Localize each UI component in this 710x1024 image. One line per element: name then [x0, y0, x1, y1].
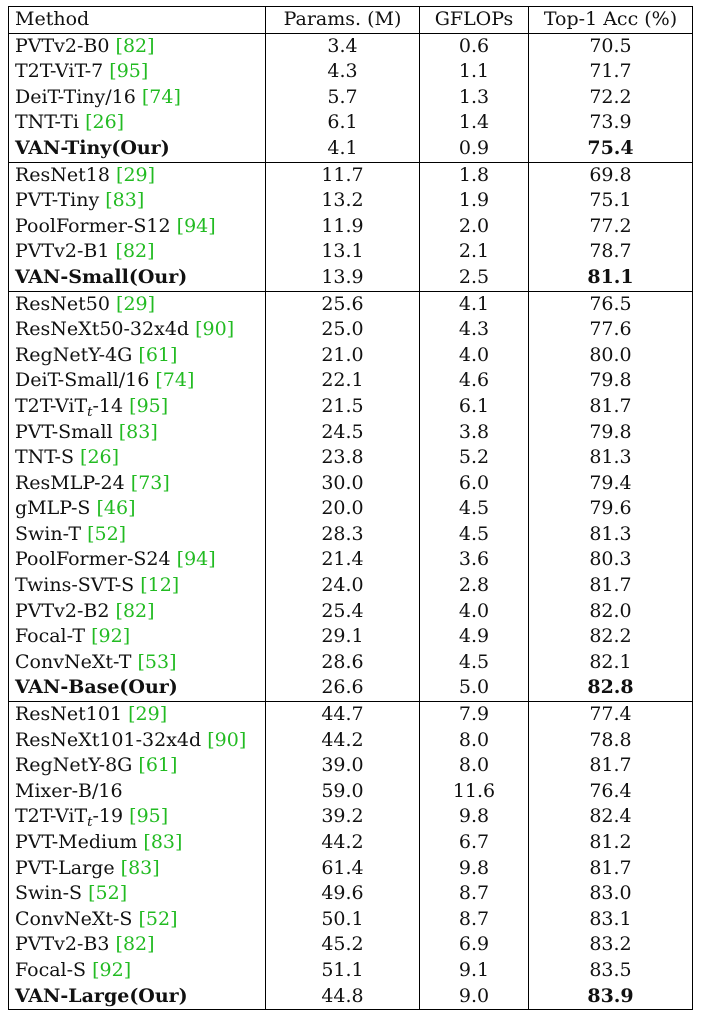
method-cell — [9, 445, 266, 471]
acc-cell: 81.7 — [529, 856, 693, 882]
citation-link[interactable]: [ 83 ] — [105, 189, 144, 211]
header-row — [9, 7, 693, 34]
method-name: PVT-Tiny — [15, 189, 100, 212]
method-name: ResNeXt50-32x4d — [15, 318, 190, 341]
gflops-cell: 4.1 — [420, 291, 529, 317]
method-name: VAN-Small(Our) — [15, 265, 188, 288]
gflops-cell: 1.1 — [420, 59, 529, 85]
citation-link[interactable]: [ 74 ] — [142, 86, 181, 108]
citation-link[interactable]: [ 29 ] — [116, 164, 155, 186]
table-row — [9, 932, 693, 958]
method-name: VAN-Base(Our) — [15, 676, 178, 699]
method-cell — [9, 907, 266, 933]
table-row — [9, 856, 693, 882]
method-cell — [9, 471, 266, 497]
method-cell — [9, 85, 266, 111]
method-name: PVTv2-B1 — [15, 240, 110, 263]
table-row — [9, 547, 693, 573]
params-cell: 13.1 — [266, 239, 420, 265]
citation-link[interactable]: [ 82 ] — [116, 600, 155, 622]
params-cell: 39.2 — [266, 804, 420, 830]
params-cell: 11.9 — [266, 214, 420, 240]
gflops-cell: 4.0 — [420, 599, 529, 625]
gflops-cell: 9.8 — [420, 856, 529, 882]
table-row — [9, 779, 693, 805]
citation-link[interactable]: [ 52 ] — [88, 882, 127, 904]
method-cell — [9, 368, 266, 394]
method-name: TNT-Ti — [15, 111, 80, 134]
params-cell: 59.0 — [266, 779, 420, 805]
gflops-cell: 4.0 — [420, 343, 529, 369]
params-cell: 61.4 — [266, 856, 420, 882]
table-row — [9, 830, 693, 856]
table-row — [9, 881, 693, 907]
method-cell — [9, 394, 266, 420]
params-cell: 4.1 — [266, 136, 420, 162]
method-cell — [9, 162, 266, 188]
acc-cell: 70.5 — [529, 33, 693, 59]
params-cell: 29.1 — [266, 624, 420, 650]
method-name: PoolFormer-S12 — [15, 214, 171, 237]
citation-link[interactable]: [ 74 ] — [155, 369, 194, 391]
acc-cell: 81.7 — [529, 573, 693, 599]
acc-cell: 81.2 — [529, 830, 693, 856]
table-row-ours — [9, 675, 693, 701]
acc-cell: 83.0 — [529, 881, 693, 907]
method-name: PVT-Small — [15, 420, 113, 443]
method-cell — [9, 804, 266, 830]
gflops-cell: 4.5 — [420, 496, 529, 522]
params-cell: 44.7 — [266, 702, 420, 728]
citation-link[interactable]: [ 83 ] — [143, 831, 182, 853]
method-cell — [9, 650, 266, 676]
citation-link[interactable]: [ 83 ] — [119, 421, 158, 443]
method-suffix: -19 — [92, 805, 124, 828]
method-name: ResMLP-24 — [15, 471, 125, 494]
acc-cell: 82.2 — [529, 624, 693, 650]
acc-cell: 75.4 — [529, 136, 693, 162]
acc-cell: 69.8 — [529, 162, 693, 188]
params-cell: 25.0 — [266, 317, 420, 343]
table-row — [9, 110, 693, 136]
table-row — [9, 214, 693, 240]
acc-cell: 83.9 — [529, 984, 693, 1010]
params-cell: 26.6 — [266, 675, 420, 701]
params-cell: 3.4 — [266, 33, 420, 59]
citation-link[interactable]: [ 46 ] — [96, 497, 135, 519]
acc-cell: 79.6 — [529, 496, 693, 522]
method-name: ConvNeXt-S — [15, 907, 133, 930]
table-row — [9, 394, 693, 420]
method-name: T2T-ViT — [15, 394, 88, 417]
table-row — [9, 420, 693, 446]
citation-link[interactable]: [ 52 ] — [87, 523, 126, 545]
method-cell — [9, 496, 266, 522]
params-cell: 45.2 — [266, 932, 420, 958]
method-name: RegNetY-4G — [15, 343, 133, 366]
params-cell: 44.8 — [266, 984, 420, 1010]
method-cell — [9, 856, 266, 882]
citation-link[interactable]: [ 94 ] — [177, 215, 216, 237]
gflops-cell: 5.2 — [420, 445, 529, 471]
method-name: VAN-Large(Our) — [15, 984, 188, 1007]
citation-link[interactable]: [ 90 ] — [207, 729, 246, 751]
header-gflops: GFLOPs — [420, 7, 529, 34]
acc-cell: 78.8 — [529, 728, 693, 754]
acc-cell: 82.1 — [529, 650, 693, 676]
gflops-cell: 2.5 — [420, 265, 529, 291]
method-name: PVT-Large — [15, 856, 115, 879]
gflops-cell: 4.5 — [420, 522, 529, 548]
method-cell — [9, 291, 266, 317]
params-cell: 6.1 — [266, 110, 420, 136]
params-cell: 24.5 — [266, 420, 420, 446]
method-name: PVTv2-B0 — [15, 34, 110, 57]
acc-cell: 77.4 — [529, 702, 693, 728]
method-name: gMLP-S — [15, 497, 91, 520]
method-subscript: t — [87, 815, 93, 830]
method-cell — [9, 624, 266, 650]
citation-link[interactable]: [ 26 ] — [85, 111, 124, 133]
header-acc: Top-1 Acc (%) — [529, 7, 693, 34]
citation-link[interactable]: [ 94 ] — [177, 548, 216, 570]
gflops-cell: 5.0 — [420, 675, 529, 701]
acc-cell: 76.5 — [529, 291, 693, 317]
citation-link[interactable]: [ 26 ] — [80, 446, 119, 468]
acc-cell: 83.5 — [529, 958, 693, 984]
method-cell — [9, 728, 266, 754]
params-cell: 44.2 — [266, 728, 420, 754]
table-row — [9, 162, 693, 188]
method-name: ResNet101 — [15, 703, 123, 726]
acc-cell: 73.9 — [529, 110, 693, 136]
acc-cell: 82.8 — [529, 675, 693, 701]
params-cell: 20.0 — [266, 496, 420, 522]
table-row — [9, 753, 693, 779]
table-row — [9, 624, 693, 650]
params-cell: 22.1 — [266, 368, 420, 394]
params-cell: 24.0 — [266, 573, 420, 599]
acc-cell: 81.1 — [529, 265, 693, 291]
table-row — [9, 599, 693, 625]
gflops-cell: 3.6 — [420, 547, 529, 573]
method-name: T2T-ViT — [15, 805, 88, 828]
params-cell: 11.7 — [266, 162, 420, 188]
method-cell — [9, 675, 266, 701]
method-name: TNT-S — [15, 446, 74, 469]
citation-link[interactable]: [ 29 ] — [116, 293, 155, 315]
table-row — [9, 445, 693, 471]
table-row — [9, 496, 693, 522]
gflops-cell: 6.0 — [420, 471, 529, 497]
method-subscript: t — [87, 404, 93, 420]
gflops-cell: 2.1 — [420, 239, 529, 265]
gflops-cell: 3.8 — [420, 420, 529, 446]
method-name: RegNetY-8G — [15, 754, 133, 777]
acc-cell: 72.2 — [529, 85, 693, 111]
params-cell: 44.2 — [266, 830, 420, 856]
method-name: T2T-ViT-7 — [15, 60, 104, 83]
acc-cell: 81.7 — [529, 753, 693, 779]
method-name: ConvNeXt-T — [15, 650, 132, 673]
method-cell — [9, 779, 266, 805]
table-body — [9, 33, 693, 1010]
table-row — [9, 59, 693, 85]
acc-cell: 76.4 — [529, 779, 693, 805]
gflops-cell: 1.8 — [420, 162, 529, 188]
method-cell — [9, 343, 266, 369]
acc-cell: 78.7 — [529, 239, 693, 265]
gflops-cell: 9.1 — [420, 958, 529, 984]
table-row — [9, 343, 693, 369]
method-cell — [9, 265, 266, 291]
gflops-cell: 4.6 — [420, 368, 529, 394]
method-cell — [9, 573, 266, 599]
gflops-cell: 4.9 — [420, 624, 529, 650]
citation-link[interactable]: [ 53 ] — [137, 651, 176, 673]
gflops-cell: 0.6 — [420, 33, 529, 59]
method-cell — [9, 33, 266, 59]
acc-cell: 83.1 — [529, 907, 693, 933]
gflops-cell: 7.9 — [420, 702, 529, 728]
citation-link[interactable]: [ 95 ] — [129, 395, 168, 417]
gflops-cell: 6.9 — [420, 932, 529, 958]
method-cell — [9, 110, 266, 136]
acc-cell: 83.2 — [529, 932, 693, 958]
params-cell: 21.0 — [266, 343, 420, 369]
method-name: VAN-Tiny(Our) — [15, 136, 170, 159]
citation-link[interactable]: [ 52 ] — [138, 908, 177, 930]
method-cell — [9, 239, 266, 265]
citation-link[interactable]: [ 92 ] — [92, 959, 131, 981]
params-cell: 28.3 — [266, 522, 420, 548]
table-row — [9, 85, 693, 111]
method-name: PVT-Medium — [15, 831, 138, 853]
header-params: Params. (M) — [266, 7, 420, 34]
method-cell — [9, 522, 266, 548]
params-cell: 39.0 — [266, 753, 420, 779]
params-cell: 50.1 — [266, 907, 420, 933]
acc-cell: 81.3 — [529, 522, 693, 548]
method-name: Swin-S — [15, 882, 83, 905]
gflops-cell: 8.0 — [420, 753, 529, 779]
gflops-cell: 0.9 — [420, 136, 529, 162]
method-cell — [9, 753, 266, 779]
citation-link[interactable]: [ 83 ] — [121, 857, 160, 879]
table-row — [9, 804, 693, 830]
params-cell: 21.4 — [266, 547, 420, 573]
method-cell — [9, 59, 266, 85]
acc-cell: 82.4 — [529, 804, 693, 830]
method-name: Twins-SVT-S — [15, 574, 135, 597]
params-cell: 51.1 — [266, 958, 420, 984]
acc-cell: 80.0 — [529, 343, 693, 369]
method-name: Focal-T — [15, 625, 86, 648]
acc-cell: 79.4 — [529, 471, 693, 497]
method-name: DeiT-Tiny/16 — [15, 85, 136, 108]
citation-link[interactable]: [ 82 ] — [116, 933, 155, 955]
table-row — [9, 728, 693, 754]
table-row-ours — [9, 136, 693, 162]
table-row — [9, 907, 693, 933]
citation-link[interactable]: [ 12 ] — [140, 574, 179, 596]
citation-link[interactable]: [ 61 ] — [138, 754, 177, 776]
gflops-cell: 1.4 — [420, 110, 529, 136]
params-cell: 23.8 — [266, 445, 420, 471]
table-row — [9, 573, 693, 599]
gflops-cell: 8.0 — [420, 728, 529, 754]
table-row — [9, 368, 693, 394]
method-cell — [9, 547, 266, 573]
citation-link[interactable]: [ 92 ] — [91, 625, 130, 647]
table-row — [9, 958, 693, 984]
results-table — [8, 6, 693, 1010]
gflops-cell: 1.3 — [420, 85, 529, 111]
params-cell: 5.7 — [266, 85, 420, 111]
citation-link[interactable]: [ 90 ] — [195, 318, 234, 340]
gflops-cell: 1.9 — [420, 188, 529, 214]
params-cell: 13.9 — [266, 265, 420, 291]
method-cell — [9, 188, 266, 214]
method-suffix: -14 — [92, 394, 124, 417]
table-row-ours — [9, 265, 693, 291]
method-cell — [9, 317, 266, 343]
params-cell: 30.0 — [266, 471, 420, 497]
method-name: Swin-T — [15, 522, 82, 545]
gflops-cell: 2.0 — [420, 214, 529, 240]
acc-cell: 79.8 — [529, 420, 693, 446]
params-cell: 49.6 — [266, 881, 420, 907]
acc-cell: 80.3 — [529, 547, 693, 573]
table-row — [9, 188, 693, 214]
table-row — [9, 239, 693, 265]
table-row — [9, 702, 693, 728]
method-cell — [9, 830, 266, 856]
gflops-cell: 9.0 — [420, 984, 529, 1010]
method-cell — [9, 599, 266, 625]
gflops-cell: 8.7 — [420, 907, 529, 933]
method-cell — [9, 702, 266, 728]
method-cell — [9, 932, 266, 958]
table-row — [9, 522, 693, 548]
citation-link[interactable]: [ 82 ] — [116, 35, 155, 57]
params-cell: 4.3 — [266, 59, 420, 85]
method-name: ResNeXt101-32x4d — [15, 728, 202, 751]
table-row-ours — [9, 984, 693, 1010]
citation-link[interactable]: [ 95 ] — [129, 805, 168, 827]
citation-link[interactable]: [ 73 ] — [131, 472, 170, 494]
gflops-cell: 8.7 — [420, 881, 529, 907]
citation-link[interactable]: [ 95 ] — [109, 60, 148, 82]
gflops-cell: 2.8 — [420, 573, 529, 599]
method-cell — [9, 881, 266, 907]
citation-link[interactable]: [ 82 ] — [116, 240, 155, 262]
method-name: Focal-S — [15, 958, 87, 981]
params-cell: 21.5 — [266, 394, 420, 420]
acc-cell: 75.1 — [529, 188, 693, 214]
method-name: ResNet18 — [15, 163, 110, 186]
table-row — [9, 650, 693, 676]
gflops-cell: 9.8 — [420, 804, 529, 830]
method-cell — [9, 984, 266, 1010]
header-method: Method — [9, 7, 266, 34]
method-name: Mixer-B/16 — [15, 779, 123, 802]
gflops-cell: 4.5 — [420, 650, 529, 676]
acc-cell: 79.8 — [529, 368, 693, 394]
acc-cell: 82.0 — [529, 599, 693, 625]
params-cell: 25.4 — [266, 599, 420, 625]
acc-cell: 71.7 — [529, 59, 693, 85]
params-cell: 28.6 — [266, 650, 420, 676]
method-name: PVTv2-B3 — [15, 933, 110, 956]
method-name: DeiT-Small/16 — [15, 369, 150, 392]
acc-cell: 81.7 — [529, 394, 693, 420]
method-cell — [9, 136, 266, 162]
citation-link[interactable]: [ 61 ] — [138, 344, 177, 366]
gflops-cell: 4.3 — [420, 317, 529, 343]
method-cell — [9, 420, 266, 446]
citation-link[interactable]: [ 29 ] — [128, 703, 167, 725]
table-row — [9, 33, 693, 59]
gflops-cell: 6.7 — [420, 830, 529, 856]
table-row — [9, 471, 693, 497]
acc-cell: 77.6 — [529, 317, 693, 343]
gflops-cell: 6.1 — [420, 394, 529, 420]
method-cell — [9, 214, 266, 240]
params-cell: 25.6 — [266, 291, 420, 317]
gflops-cell: 11.6 — [420, 779, 529, 805]
table-row — [9, 317, 693, 343]
params-cell: 13.2 — [266, 188, 420, 214]
table-header — [9, 7, 693, 34]
acc-cell: 81.3 — [529, 445, 693, 471]
acc-cell: 77.2 — [529, 214, 693, 240]
table-row — [9, 291, 693, 317]
method-name: ResNet50 — [15, 292, 110, 315]
method-name: PoolFormer-S24 — [15, 548, 171, 571]
method-name: PVTv2-B2 — [15, 599, 110, 622]
method-cell — [9, 958, 266, 984]
